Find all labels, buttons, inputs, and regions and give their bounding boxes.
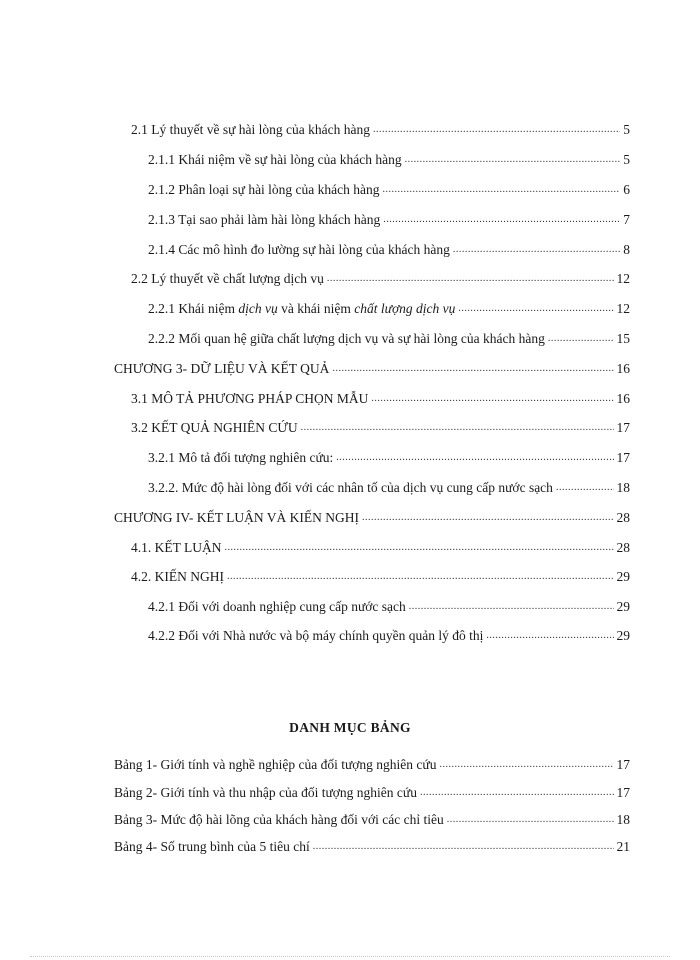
toc-entry-page: 18 xyxy=(616,480,630,495)
page-bottom-rule xyxy=(30,956,670,957)
toc-entry[interactable] xyxy=(148,151,630,169)
toc-entry[interactable] xyxy=(148,627,630,645)
toc-entry-page: 8 xyxy=(623,242,630,257)
toc-entry-page: 28 xyxy=(616,510,630,525)
toc-entry-page: 16 xyxy=(616,391,630,406)
toc-leader-dots xyxy=(439,758,613,772)
toc-leader-dots xyxy=(383,183,621,197)
toc-entry-title: 2.1.3 Tại sao phải làm hài lòng khách hàng xyxy=(148,212,381,227)
table-list-entry[interactable] xyxy=(114,756,630,774)
toc-leader-dots xyxy=(405,153,621,167)
toc-entry-title: 4.1. KẾT LUẬN xyxy=(131,540,222,555)
table-list-entry[interactable] xyxy=(114,784,630,802)
toc-leader-dots xyxy=(327,272,614,286)
toc-leader-dots xyxy=(301,421,614,435)
toc-entry[interactable] xyxy=(148,181,630,199)
toc-leader-dots xyxy=(458,302,613,316)
table-list-entry[interactable] xyxy=(114,838,630,856)
toc-entry[interactable] xyxy=(131,270,630,288)
toc-leader-dots xyxy=(420,786,614,800)
toc-entry[interactable] xyxy=(131,419,630,437)
toc-leader-dots xyxy=(362,511,614,525)
toc-entry-title: 2.1.2 Phân loại sự hài lòng của khách hàng xyxy=(148,182,380,197)
toc-entry[interactable] xyxy=(131,568,630,586)
toc-leader-dots xyxy=(548,332,614,346)
toc-entry[interactable] xyxy=(148,241,630,259)
toc-entry[interactable] xyxy=(131,539,630,557)
table-entry-title: Bảng 4- Số trung bình của 5 tiêu chí xyxy=(114,839,310,854)
table-entry-page: 17 xyxy=(616,757,630,772)
toc-entry-title: 3.2 KẾT QUẢ NGHIÊN CỨU xyxy=(131,420,298,435)
toc-leader-dots xyxy=(336,451,613,465)
toc-entry-page: 15 xyxy=(616,331,630,346)
toc-entry[interactable] xyxy=(131,121,630,139)
toc-entry-page: 5 xyxy=(623,122,630,137)
toc-entry[interactable] xyxy=(131,390,630,408)
toc-leader-dots xyxy=(556,481,614,495)
toc-entry-page: 6 xyxy=(623,182,630,197)
toc-entry[interactable] xyxy=(148,330,630,348)
toc-entry-title: 4.2. KIẾN NGHỊ xyxy=(131,569,224,584)
toc-leader-dots xyxy=(447,813,614,827)
toc-leader-dots xyxy=(313,840,614,854)
toc-entry-page: 17 xyxy=(616,420,630,435)
toc-entry[interactable] xyxy=(148,598,630,616)
toc-entry-title: 3.1 MÔ TẢ PHƯƠNG PHÁP CHỌN MẪU xyxy=(131,391,369,406)
table-entry-page: 21 xyxy=(616,839,630,854)
toc-entry-page: 12 xyxy=(616,301,630,316)
toc-leader-dots xyxy=(371,392,613,406)
toc-entry-page: 16 xyxy=(616,361,630,376)
toc-entry-page: 29 xyxy=(616,628,630,643)
table-list-entry[interactable] xyxy=(114,811,630,829)
toc-entry[interactable] xyxy=(148,300,630,318)
toc-entry-title: CHƯƠNG 3- DỮ LIỆU VÀ KẾT QUẢ xyxy=(114,361,330,376)
toc-entry-title: 3.2.2. Mức độ hài lòng đối với các nhân tố của dịch vụ cung cấp nước sạch xyxy=(148,480,553,495)
toc-entry-page: 7 xyxy=(623,212,630,227)
toc-leader-dots xyxy=(409,600,614,614)
toc-entry-title: 2.2 Lý thuyết về chất lượng dịch vụ xyxy=(131,271,324,286)
toc-leader-dots xyxy=(383,213,620,227)
toc-entry[interactable] xyxy=(114,509,630,527)
toc-entry-title: 4.2.2 Đối với Nhà nước và bộ máy chính quyền quản lý đô thị xyxy=(148,628,484,643)
toc-leader-dots xyxy=(373,123,620,137)
toc-entry-title: CHƯƠNG IV- KẾT LUẬN VÀ KIẾN NGHỊ xyxy=(114,510,359,525)
toc-entry-title: 2.2.2 Mối quan hệ giữa chất lượng dịch vụ và sự hài lòng của khách hàng xyxy=(148,331,545,346)
toc-entry-page: 5 xyxy=(623,152,630,167)
table-entry-page: 17 xyxy=(616,785,630,800)
toc-entry-page: 17 xyxy=(616,450,630,465)
toc-entry-title: 2.1.1 Khái niệm về sự hài lòng của khách hàng xyxy=(148,152,402,167)
table-entry-title: Bảng 1- Giới tính và nghề nghiệp của đối tượng nghiên cứu xyxy=(114,757,437,772)
toc-entry-page: 12 xyxy=(616,271,630,286)
toc-entry-title: 2.1 Lý thuyết về sự hài lòng của khách hàng xyxy=(131,122,371,137)
toc-entry[interactable] xyxy=(148,211,630,229)
toc-entry-page: 28 xyxy=(616,540,630,555)
toc-entry[interactable] xyxy=(114,360,630,378)
toc-leader-dots xyxy=(453,243,620,257)
toc-leader-dots xyxy=(332,362,613,376)
toc-entry-title: 4.2.1 Đối với doanh nghiệp cung cấp nước sạch xyxy=(148,599,406,614)
toc-entry-title: 2.2.1 Khái niệm dịch vụ và khái niệm chất lượng dịch vụ xyxy=(148,301,456,316)
toc-leader-dots xyxy=(227,570,614,584)
toc-entry[interactable] xyxy=(148,449,630,467)
toc-leader-dots xyxy=(486,629,613,643)
toc-entry-title: 2.1.4 Các mô hình đo lường sự hài lòng của khách hàng xyxy=(148,242,450,257)
toc-entry-page: 29 xyxy=(616,599,630,614)
toc-entry-title: 3.2.1 Mô tả đối tượng nghiên cứu: xyxy=(148,450,334,465)
toc-entry-page: 29 xyxy=(616,569,630,584)
toc-entry[interactable] xyxy=(148,479,630,497)
toc-leader-dots xyxy=(225,541,614,555)
table-entry-title: Bảng 3- Mức độ hài lõng của khách hàng đối với các chỉ tiêu xyxy=(114,812,444,827)
table-entry-page: 18 xyxy=(616,812,630,827)
table-entry-title: Bảng 2- Giới tính và thu nhập của đối tượng nghiên cứu xyxy=(114,785,417,800)
list-of-tables-heading: DANH MỤC BẢNG xyxy=(289,720,411,735)
